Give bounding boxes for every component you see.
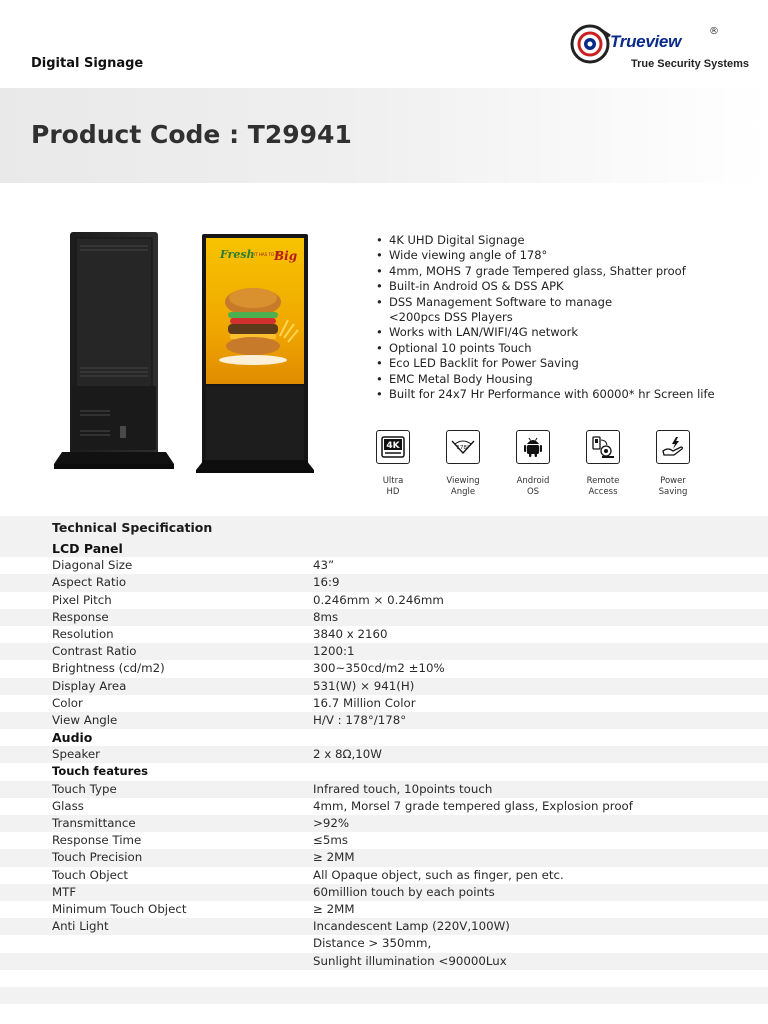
- spec-rows: [0, 540, 768, 1021]
- spec-value: All Opaque object, such as finger, pen etc.: [313, 867, 564, 882]
- feature-list: [374, 233, 754, 402]
- spec-table: [0, 516, 768, 1021]
- feature-item-continued: <200pcs DSS Players: [389, 310, 513, 325]
- spec-key: Response: [52, 609, 109, 624]
- spec-section-heading: [0, 540, 768, 557]
- spec-key: Minimum Touch Object: [52, 901, 187, 916]
- spec-key: Contrast Ratio: [52, 644, 137, 659]
- spec-row: [0, 609, 768, 626]
- spec-value: ≥ 2MM: [313, 901, 355, 916]
- document-category: Digital Signage: [31, 56, 144, 71]
- spec-value: Incandescent Lamp (220V,100W): [313, 919, 510, 934]
- feature-item: • Built for 24x7 Hr Performance with 60000* hr Screen life: [374, 387, 754, 402]
- spec-key: Touch Object: [52, 867, 129, 882]
- spec-key: Glass: [52, 798, 84, 813]
- spec-row: [0, 678, 768, 695]
- spec-value: Infrared touch, 10points touch: [313, 781, 493, 796]
- spec-value: 300~350cd/m2 ±10%: [313, 661, 445, 676]
- spec-section-heading: [0, 729, 768, 746]
- spec-value: 16.7 Million Color: [313, 695, 416, 710]
- svg-text:178°: 178°: [456, 445, 470, 451]
- feature-item: • Eco LED Backlit for Power Saving: [374, 356, 754, 371]
- spec-row: [0, 849, 768, 866]
- spec-value: 1200:1: [313, 644, 355, 659]
- spec-value: Sunlight illumination <90000Lux: [313, 953, 507, 968]
- spec-value: 3840 x 2160: [313, 626, 388, 641]
- icon-card-power-saving: [642, 428, 704, 498]
- spec-row: [0, 798, 768, 815]
- brand-tagline: True Security Systems: [631, 58, 750, 70]
- icon-card-remote-access: [572, 428, 634, 498]
- feature-item: • 4mm, MOHS 7 grade Tempered glass, Shatter proof: [374, 264, 754, 279]
- spec-row: [0, 592, 768, 609]
- spec-value: 60million touch by each points: [313, 884, 495, 899]
- spec-key: Speaker: [52, 747, 100, 762]
- spec-key: Audio: [52, 730, 93, 746]
- feature-item: • Optional 10 points Touch: [374, 341, 754, 356]
- icon-label: Viewing Angle: [446, 476, 480, 497]
- spec-value: 8ms: [313, 609, 339, 624]
- spec-row: [0, 643, 768, 660]
- brand-logo: [570, 22, 750, 74]
- spec-value: 43”: [313, 558, 335, 573]
- product-images: [48, 226, 328, 476]
- spec-title: Technical Specification: [0, 516, 768, 540]
- power-saving-icon: [656, 430, 690, 464]
- registered-mark: ®: [709, 26, 719, 37]
- spec-row: [0, 626, 768, 643]
- spec-value: 0.246mm × 0.246mm: [313, 592, 444, 607]
- spec-value: Distance > 350mm,: [313, 936, 432, 951]
- page-header: [0, 0, 768, 88]
- svg-text:4K: 4K: [386, 441, 400, 451]
- kiosk-front-view: [196, 234, 314, 473]
- spec-row: [0, 953, 768, 970]
- icon-card-viewing-angle: [432, 428, 494, 498]
- spec-row: [0, 970, 768, 987]
- spec-value: ≥ 2MM: [313, 850, 355, 865]
- spec-value: >92%: [313, 816, 350, 830]
- spec-value: ≤5ms: [313, 833, 349, 848]
- spec-row: [0, 712, 768, 729]
- spec-value: 531(W) × 941(H): [313, 678, 415, 693]
- spec-key: Pixel Pitch: [52, 592, 112, 607]
- feature-item: • Wide viewing angle of 178°: [374, 248, 754, 263]
- spec-key: Diagonal Size: [52, 558, 133, 573]
- spec-key: Response Time: [52, 833, 142, 848]
- spec-row: [0, 557, 768, 574]
- spec-key: LCD Panel: [52, 541, 123, 556]
- feature-item: • Works with LAN/WIFI/4G network: [374, 325, 754, 340]
- spec-row: [0, 781, 768, 798]
- spec-key: Brightness (cd/m2): [52, 661, 165, 676]
- spec-row: [0, 884, 768, 901]
- remote-access-icon: [586, 430, 620, 464]
- ultra-hd-icon: [376, 430, 410, 464]
- brand-emblem-icon: [570, 22, 614, 66]
- icon-card-android: [502, 428, 564, 498]
- spec-row: [0, 695, 768, 712]
- icon-label: Ultra HD: [382, 476, 404, 497]
- android-icon: [516, 430, 550, 464]
- spec-key: Touch Precision: [52, 850, 143, 865]
- spec-row: [0, 901, 768, 918]
- spec-key: Aspect Ratio: [52, 575, 127, 590]
- spec-row: [0, 867, 768, 884]
- product-title: Product Code : T29941: [31, 120, 352, 149]
- spec-subsection-heading: [0, 763, 768, 780]
- spec-row: [0, 574, 768, 591]
- screen-text-big: Big: [274, 249, 298, 263]
- spec-value: 4mm, Morsel 7 grade tempered glass, Explosion proof: [313, 798, 633, 813]
- spec-key: Display Area: [52, 678, 127, 693]
- icon-card-ultra-hd: [362, 428, 424, 498]
- spec-row: [0, 935, 768, 952]
- spec-key: Touch features: [52, 764, 148, 779]
- spec-row: [0, 1004, 768, 1021]
- spec-row: [0, 987, 768, 1004]
- kiosk-rear-view: [54, 232, 174, 469]
- spec-row: [0, 832, 768, 849]
- feature-item: • Built-in Android OS & DSS APK: [374, 279, 754, 294]
- title-band: [0, 88, 768, 183]
- spec-value: H/V : 178°/178°: [313, 712, 407, 727]
- spec-key: MTF: [52, 884, 77, 899]
- spec-key: Touch Type: [52, 781, 117, 796]
- spec-row: [0, 660, 768, 677]
- spec-row: [0, 815, 768, 832]
- spec-value: 2 x 8Ω,10W: [313, 747, 382, 762]
- feature-icons: [362, 428, 702, 500]
- spec-key: Color: [52, 695, 83, 710]
- brand-name: Trueview: [610, 32, 681, 51]
- feature-item: • 4K UHD Digital Signage: [374, 233, 754, 248]
- spec-row: [0, 918, 768, 935]
- spec-value: 16:9: [313, 575, 340, 590]
- spec-row: [0, 746, 768, 763]
- spec-key: Transmittance: [52, 816, 136, 830]
- icon-label: Android OS: [516, 476, 550, 497]
- viewing-angle-icon: [446, 430, 480, 464]
- screen-text-fresh: Fresh: [220, 248, 255, 261]
- spec-key: Anti Light: [52, 919, 109, 934]
- icon-label: Power Saving: [658, 476, 688, 497]
- feature-item: • EMC Metal Body Housing: [374, 372, 754, 387]
- feature-item: • DSS Management Software to manage: [374, 295, 754, 310]
- icon-label: Remote Access: [586, 476, 620, 497]
- spec-key: Resolution: [52, 626, 114, 641]
- screen-text-tagline: IT HAS TO BE: [254, 252, 281, 257]
- spec-key: View Angle: [52, 712, 118, 727]
